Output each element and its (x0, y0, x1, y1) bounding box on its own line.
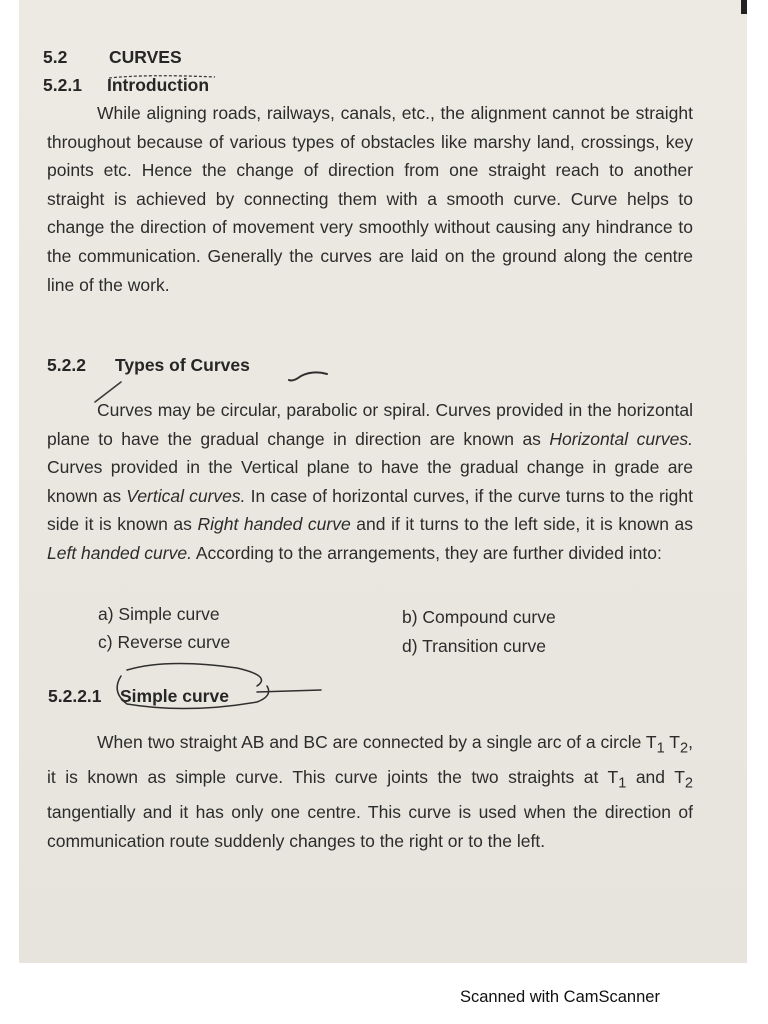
intro-heading (43, 75, 209, 96)
scanned-page (19, 0, 747, 963)
simple-paragraph (47, 728, 693, 855)
section-title: CURVES (109, 47, 182, 67)
types-heading (47, 355, 250, 376)
simple-text-3: , it is known as simple curve. This curve joints the two straights at T (47, 732, 693, 788)
simple-number: 5.2.2.1 (48, 686, 102, 706)
subscript: 2 (684, 775, 694, 792)
intro-number: 5.2.1 (43, 75, 82, 95)
section-number: 5.2 (43, 47, 68, 67)
simple-text-5: tangentially and it has only one centre. This curve is used when the direction of communication route suddenly changes to the right or to the left. (47, 802, 693, 851)
subscript: 1 (618, 775, 627, 792)
pen-tick-mark (279, 362, 339, 386)
subscript: 2 (680, 740, 689, 757)
term-left-handed-curve: Left handed curve. (47, 542, 192, 563)
intro-body: While aligning roads, railways, canals, etc., the alignment cannot be straight throughout because of various types of obstacles like marshy land, crossings, key points etc. Hence the change of direction from one straight reach to another straight is achieved by connecting them with a smooth curve. Curve helps to change the direction of movement very smoothly without causing any hindrance to the communication. Generally the curves are laid on the ground along the centre line of the work. (47, 103, 693, 295)
types-text-5: According to the arrangements, they are further divided into: (191, 542, 662, 563)
term-right-handed-curve: Right handed curve (197, 514, 351, 535)
scanner-watermark: Scanned with CamScanner (460, 988, 660, 1006)
list-item: c) Reverse curve (98, 632, 231, 652)
types-paragraph (47, 396, 693, 568)
list-item: d) Transition curve (402, 636, 546, 656)
types-text-2: Curves provided in the Vertical plane to have the gradual change in grade are known as (47, 457, 693, 506)
types-number: 5.2.2 (47, 355, 86, 375)
intro-title: Introduction (107, 75, 210, 95)
types-text-1: Curves may be circular, parabolic or spiral. Curves provided in the horizontal plane to have the gradual change in direction are known as (47, 400, 693, 449)
list-item: b) Compound curve (402, 607, 556, 627)
intro-paragraph (47, 99, 693, 299)
simple-text-1: When two straight AB and BC are connected by a single arc of a circle T (97, 732, 657, 752)
simple-heading (48, 686, 229, 707)
simple-text-4: and T (626, 767, 685, 788)
simple-title: Simple curve (120, 686, 229, 706)
scan-edge-mark (741, 0, 747, 14)
subscript: 1 (656, 740, 665, 757)
section-heading (43, 47, 182, 68)
term-vertical-curves: Vertical curves. (126, 485, 246, 506)
types-title: Types of Curves (115, 355, 250, 375)
simple-text-2: T (664, 732, 680, 752)
types-text-3: In case of horizontal curves, if the curve turns to the right side it is known as (47, 485, 693, 535)
list-item: a) Simple curve (98, 604, 220, 624)
term-horizontal-curves: Horizontal curves. (549, 428, 693, 449)
types-text-4: and if it turns to the left side, it is known as (350, 514, 693, 535)
